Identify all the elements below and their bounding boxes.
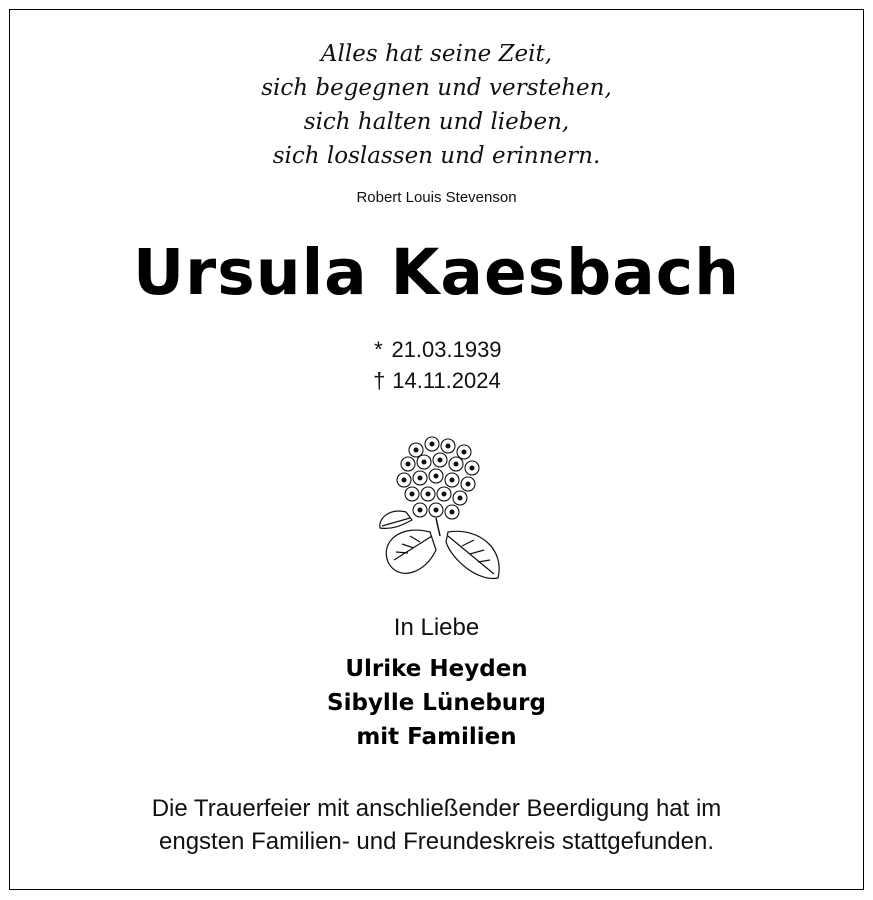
- death-symbol: †: [373, 368, 386, 393]
- poem-line: sich loslassen und erinnern.: [272, 143, 601, 169]
- mourner-name: Sibylle Lüneburg: [327, 690, 546, 716]
- poem-quote: [0, 37, 873, 173]
- poem-line: sich begegnen und verstehen,: [261, 75, 612, 101]
- notice-line: engsten Familien- und Freundeskreis stattgefunden.: [159, 828, 714, 855]
- deceased-name: Ursula Kaesbach: [133, 236, 740, 309]
- life-dates: [0, 334, 873, 396]
- notice-line: Die Trauerfeier mit anschließender Beerdigung hat im: [151, 795, 722, 822]
- poem-line: Alles hat seine Zeit,: [320, 41, 553, 67]
- hydrangea-flower-icon: [370, 432, 510, 584]
- birth-symbol: *: [374, 337, 383, 362]
- poem-author: Robert Louis Stevenson: [356, 189, 517, 206]
- birth-row: [0, 334, 873, 365]
- birth-date: 21.03.1939: [391, 337, 502, 362]
- in-love-intro: In Liebe: [393, 614, 480, 641]
- death-row: [0, 365, 873, 396]
- poem-line: sich halten und lieben,: [303, 109, 570, 135]
- mourner-names: [0, 652, 873, 754]
- mourner-name: Ulrike Heyden: [345, 656, 528, 682]
- mourner-name: mit Familien: [356, 724, 517, 750]
- funeral-notice: [0, 792, 873, 858]
- death-date: 14.11.2024: [392, 368, 501, 393]
